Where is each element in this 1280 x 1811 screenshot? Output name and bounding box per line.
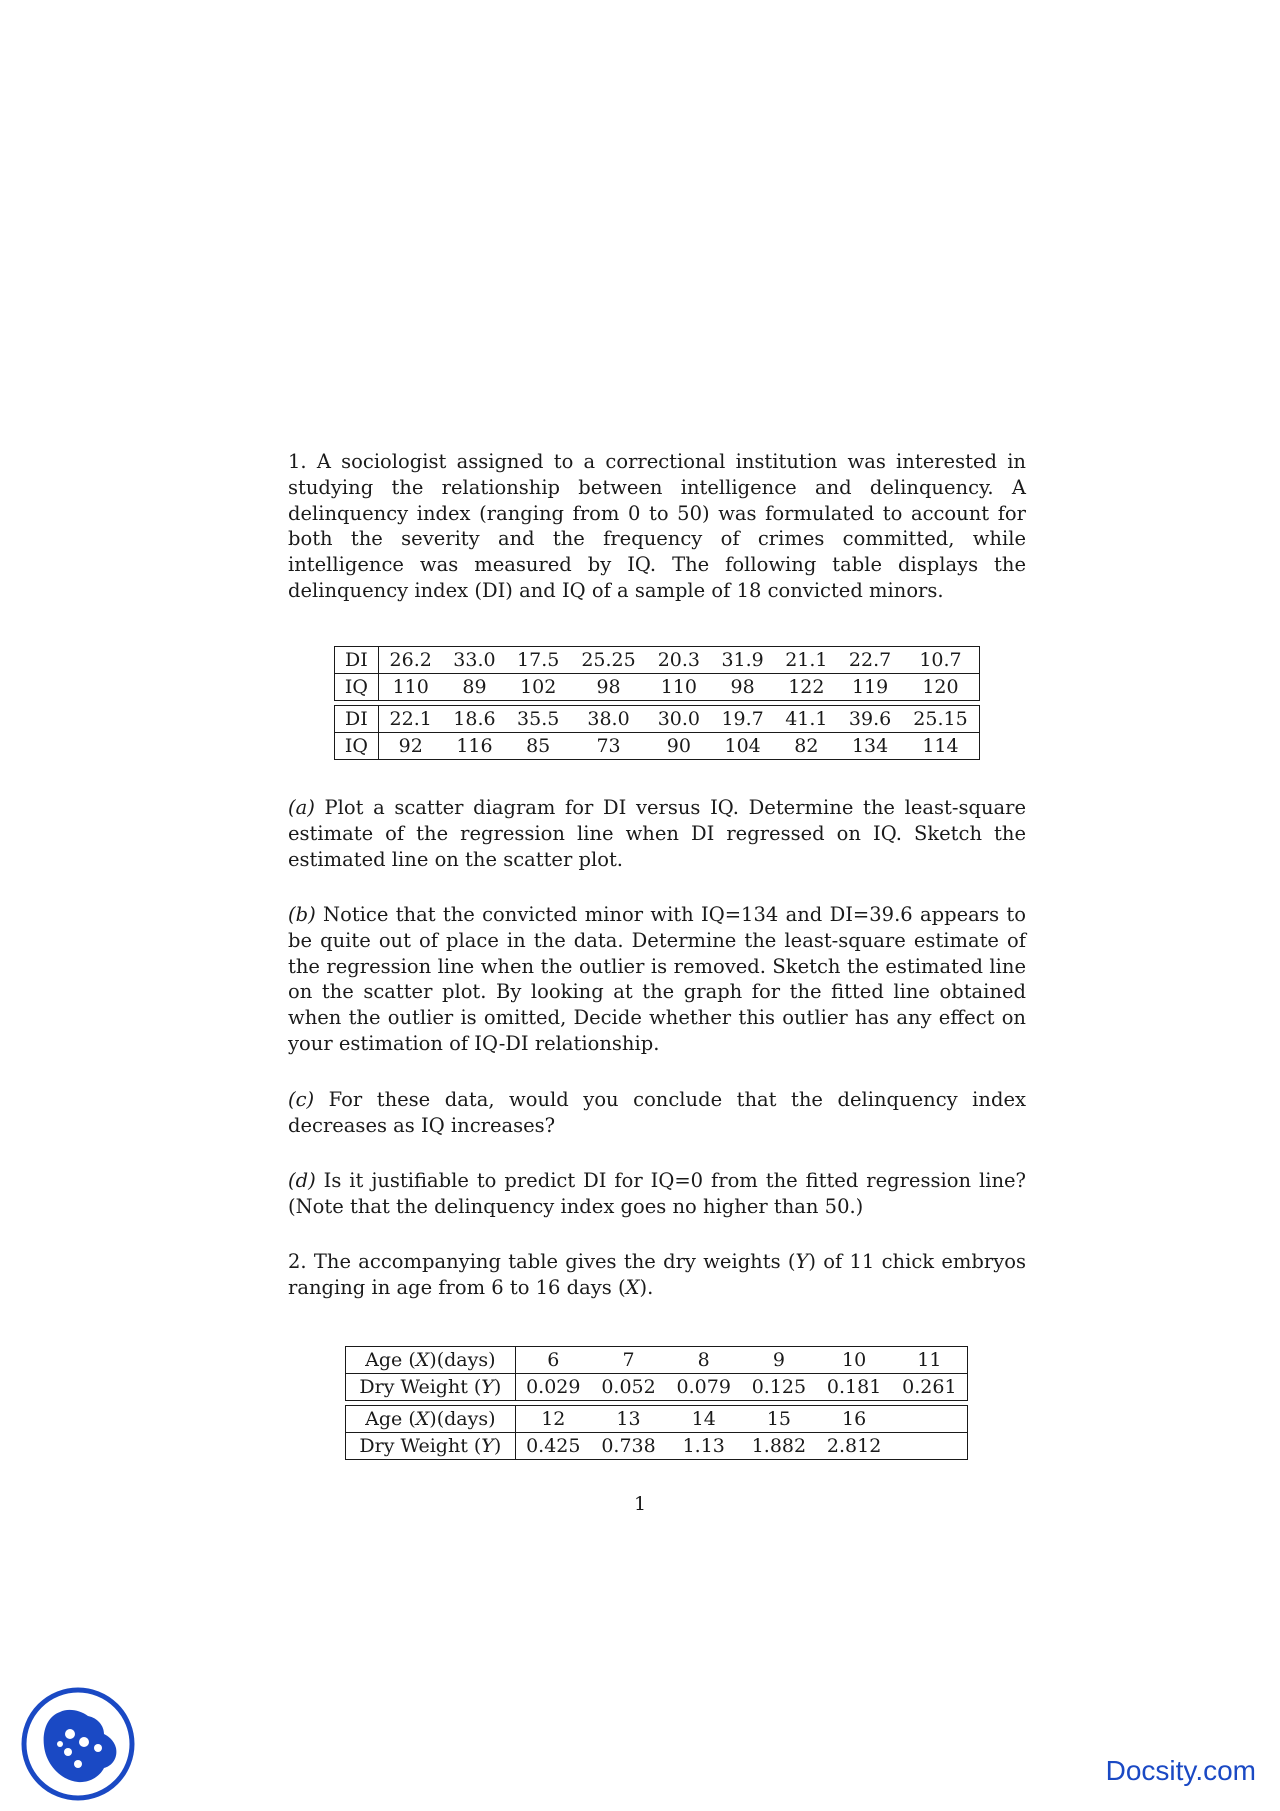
table-cell: 14 [691,1408,716,1430]
di-iq-table [334,646,980,760]
table-cell: 25.15 [913,708,968,730]
table-cell: 21.1 [785,649,828,671]
table-row-header: Age (X)(days) [346,1347,516,1374]
problem-1-part-d [288,1168,1026,1220]
table-cell: 102 [520,676,557,698]
table-cell: 38.0 [587,708,630,730]
table-cell: 0.079 [676,1376,731,1398]
table-cell: 82 [794,735,819,757]
part-label: (a) [288,796,315,819]
table-row [346,1406,968,1433]
docsity-logo-icon[interactable] [20,1686,136,1802]
table-cell: 122 [788,676,825,698]
table-cell: 0.261 [902,1376,957,1398]
table-cell: 0.029 [526,1376,581,1398]
age-weight-table [345,1346,968,1460]
table-row-header: IQ [335,733,379,760]
table-cell: 33.0 [453,649,496,671]
table-cell: 22.7 [848,649,892,671]
table-cell: 92 [398,735,423,757]
table-cell: 0.125 [751,1376,807,1398]
table-cell: 98 [596,676,621,698]
problem-1-intro: 1. A sociologist assigned to a correctional institution was interested in studying the relationship between intelligence and delinquency. A delinquency index (ranging from 0 to 50) was formulated to account for both the severity and the frequency of crimes committed, while intelligence was measured by IQ. The following table displays the delinquency index (DI) and IQ of a sample of 18 convicted minors. [288,450,1026,602]
table-cell: 22.1 [389,708,432,730]
table-cell: 6 [547,1349,560,1371]
part-text: Plot a scatter diagram for DI versus IQ. Determine the least-square estimate of the regression line when DI regressed on IQ. Sketch the estimated line on the scatter plot. [288,796,1026,871]
table-cell: 0.738 [601,1435,656,1457]
table-cell [892,1433,968,1460]
table-cell: 98 [730,676,755,698]
table-cell: 89 [462,676,487,698]
table-cell: 1.13 [682,1435,725,1457]
problem-2-intro: 2. The accompanying table gives the dry weights (Y) of 11 chick embryos ranging in age from 6 to 16 days (X). [288,1250,1026,1299]
table-cell: 110 [660,676,698,698]
table-row [346,1374,968,1401]
table-cell: 11 [917,1349,942,1371]
problem-1-part-c [288,1087,1026,1139]
table-cell: 17.5 [517,649,560,671]
table-row-header: Age (X)(days) [346,1406,516,1433]
table-row-header: Dry Weight (Y) [346,1433,516,1460]
table-cell: 2.812 [826,1435,882,1457]
problem-1-part-a [288,795,1026,872]
table-cell: 31.9 [721,649,764,671]
di-iq-table-group-2 [335,706,980,760]
problem-1-part-b [288,902,1026,1057]
table-cell: 104 [724,735,761,757]
table-cell: 1.882 [751,1435,807,1457]
page-number: 1 [633,1493,647,1515]
part-label: (b) [288,903,316,926]
table-cell: 30.0 [657,708,701,730]
table-cell: 8 [697,1349,710,1371]
table-row-header: Dry Weight (Y) [346,1374,516,1401]
table-row [346,1433,968,1460]
table-cell: 12 [541,1408,566,1430]
table-cell: 120 [922,676,959,698]
table-cell: 0.425 [526,1435,581,1457]
table-cell: 9 [772,1349,785,1371]
table-cell: 110 [392,676,429,698]
part-text: Is it justifiable to predict DI for IQ=0 from the fitted regression line?(Note that the delinquency index goes no higher than 50.) [288,1169,1026,1218]
age-weight-table-group-1 [346,1347,968,1401]
table-row-header: DI [335,706,379,733]
table-row [335,647,980,674]
table-cell: 90 [666,735,691,757]
table-cell: 10.7 [919,649,962,671]
table-row-header: IQ [335,674,379,701]
table-cell: 10 [842,1349,867,1371]
table-cell: 114 [922,735,959,757]
part-text: Notice that the convicted minor with IQ=134 and DI=39.6 appears to be quite out of place in the data. Determine the least-square estimate of the regression line when the outlier is removed. Sketch the estimated line on the scatter plot. By looking at the graph for the fitted line obtained when the outlier is omitted, Decide whether this outlier has any effect on your estimation of IQ-DI relationship. [288,903,1026,1055]
part-label: (d) [288,1169,316,1192]
table-cell: 19.7 [721,708,764,730]
table-cell: 0.052 [601,1376,656,1398]
table-row [335,733,980,760]
table-cell: 20.3 [657,649,701,671]
part-text: For these data, would you conclude that the delinquency index decreases as IQ increases? [288,1088,1026,1137]
table-cell: 26.2 [389,649,432,671]
docsity-brand-link[interactable]: Docsity.com [1105,1755,1256,1786]
part-label: (c) [288,1088,315,1111]
table-cell: 134 [851,735,889,757]
table-cell: 18.6 [453,708,496,730]
table-cell: 35.5 [517,708,560,730]
table-row [335,706,980,733]
table-cell: 16 [842,1408,867,1430]
table-cell: 7 [622,1349,635,1371]
table-cell: 25.25 [581,649,636,671]
table-cell: 0.181 [826,1376,882,1398]
di-iq-table-group-1 [335,647,980,701]
age-weight-table-group-2 [346,1406,968,1460]
table-cell: 15 [766,1408,792,1430]
table-row-header: DI [335,647,379,674]
table-cell [892,1406,968,1433]
table-cell: 39.6 [848,708,892,730]
table-cell: 85 [526,735,551,757]
table-row [346,1347,968,1374]
table-row [335,674,980,701]
table-cell: 41.1 [785,708,828,730]
table-cell: 13 [616,1408,641,1430]
table-cell: 73 [596,735,621,757]
table-cell: 119 [851,676,889,698]
table-cell: 116 [456,735,493,757]
